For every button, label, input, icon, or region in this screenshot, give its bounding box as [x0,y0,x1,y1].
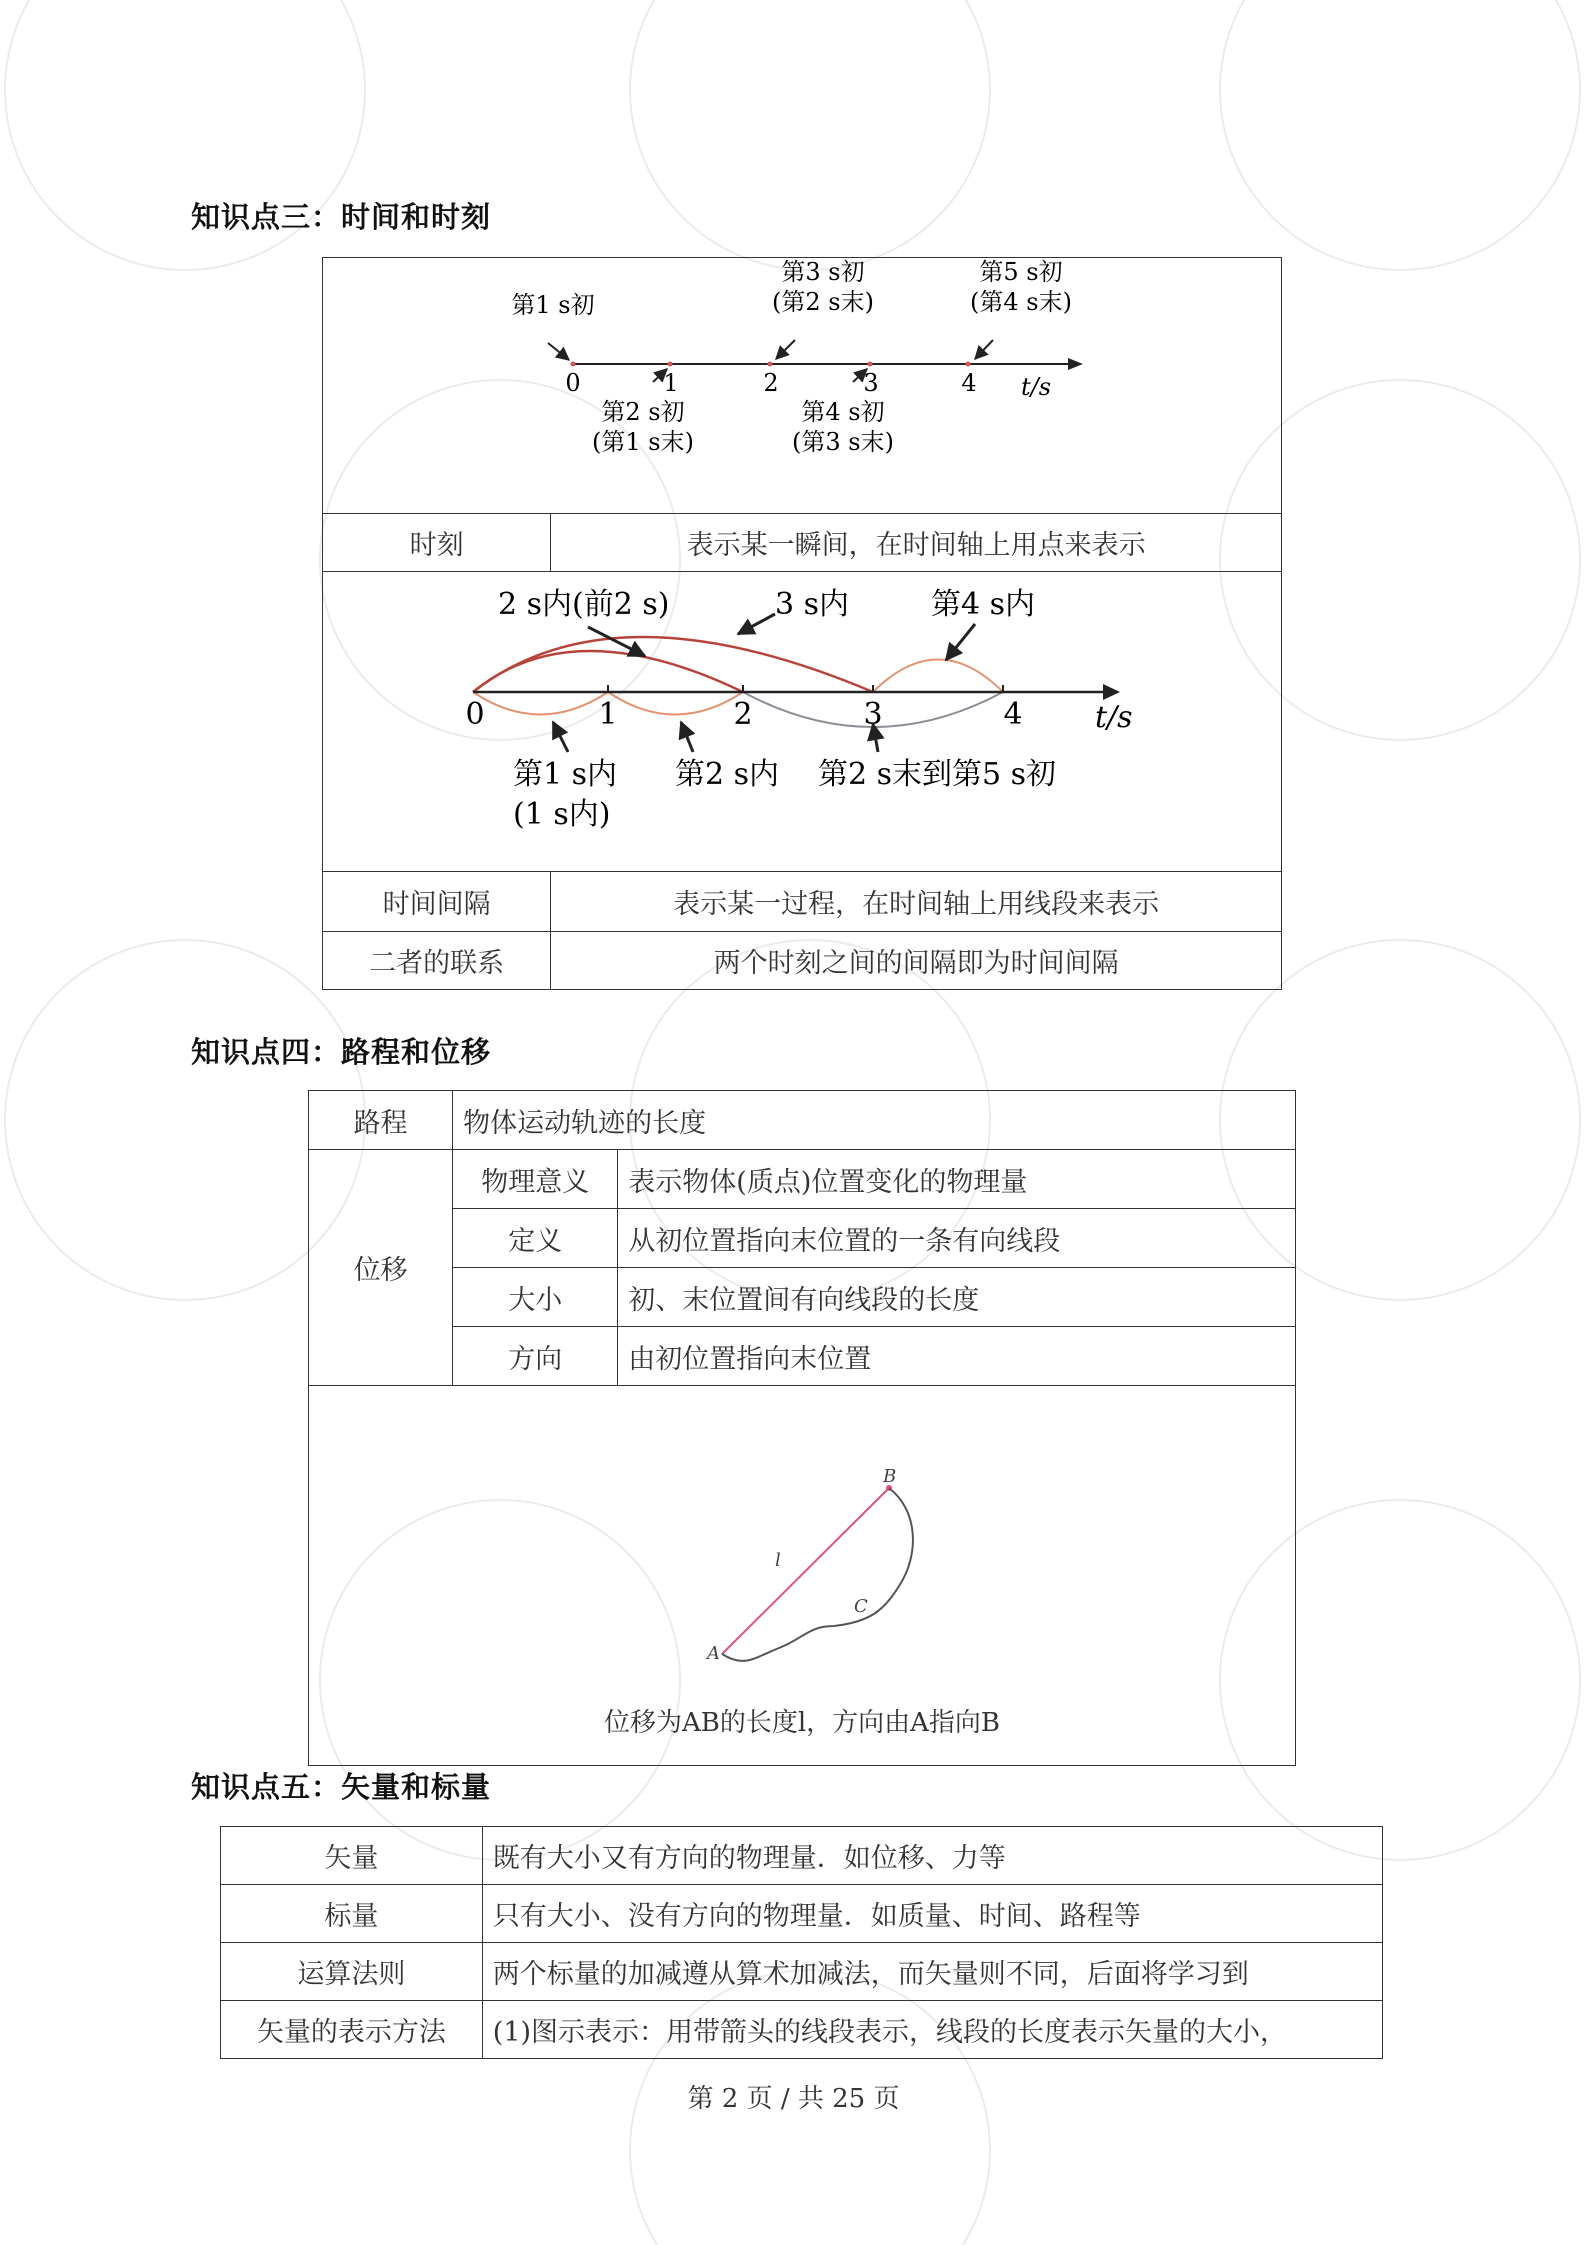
moment-label-0: 第1 s初 [511,291,595,319]
disp-key-meaning: 物理意义 [453,1150,618,1209]
disp-key-direction: 方向 [453,1327,618,1386]
interval-arrow-4th-s [946,624,975,660]
displacement-figure [309,1386,1295,1758]
arc-4th-s [873,660,1003,693]
moment-label-4b: (第4 s末) [970,288,1072,316]
disp-val-meaning: 表示物体(质点)位置变化的物理量 [618,1150,1296,1209]
interval-tick-3: 3 [863,697,883,732]
moment-axis-arrowhead [1068,358,1083,370]
path-name-cell: 路程 [309,1091,453,1150]
moment-tick-1: 1 [663,369,679,397]
interval-figure-cell [323,572,1282,872]
interval-desc-cell: 表示某一过程，在时间轴上用线段来表示 [551,872,1282,932]
curve-c-label: C [854,1596,868,1617]
interval-timeline-figure [323,572,1281,864]
vector-representation-name-cell: 矢量的表示方法 [221,2001,483,2059]
operation-rule-name-cell: 运算法则 [221,1943,483,2001]
section-heading-path: 知识点四：路程和位移 [191,1035,492,1069]
vector-desc-cell: 既有大小又有方向的物理量．如位移、力等 [482,1827,1382,1885]
disp-val-magnitude: 初、末位置间有向线段的长度 [618,1268,1296,1327]
interval-tick-2: 2 [733,697,753,732]
moment-axis-label: t/s [1021,373,1052,401]
moment-arrow-4 [975,340,993,359]
interval-tick-0: 0 [465,697,485,732]
vector-scalar-table [220,1826,1383,2059]
moment-label-1a: 第2 s初 [601,398,685,426]
interval-label-4th-s: 第4 s内 [931,587,1036,622]
interval-label-1st-s: 第1 s内 [513,757,618,792]
moment-label-3a: 第4 s初 [801,398,885,426]
interval-axis-arrowhead [1103,684,1120,700]
path-desc-cell: 物体运动轨迹的长度 [453,1091,1296,1150]
displacement-figure-cell [309,1386,1296,1766]
displacement-caption: 位移为AB的长度l，方向由A指向B [603,1708,1001,1738]
page-footer: 第 2 页 / 共 25 页 [687,2084,900,2114]
arc-2nd-s [608,692,743,715]
disp-key-definition: 定义 [453,1209,618,1268]
section-heading-time: 知识点三：时间和时刻 [191,200,492,234]
moment-name-cell: 时刻 [323,514,551,572]
segment-l-label: l [775,1550,781,1571]
moment-tick-3: 3 [863,369,879,397]
interval-arrow-2nd-s [681,722,693,752]
relation-desc-cell: 两个时刻之间的间隔即为时间间隔 [551,932,1282,990]
moment-desc-cell: 表示某一瞬间，在时间轴上用点来表示 [551,514,1282,572]
interval-axis-label: t/s [1095,700,1133,735]
displacement-name-cell: 位移 [309,1150,453,1386]
interval-name-cell: 时间间隔 [323,872,551,932]
relation-name-cell: 二者的联系 [323,932,551,990]
interval-arrow-1st-s [553,722,568,752]
scalar-name-cell: 标量 [221,1885,483,1943]
displacement-segment-l [722,1488,889,1654]
interval-label-2s-end-to-5s-start: 第2 s末到第5 s初 [818,757,1057,792]
moment-arrow-0 [548,343,569,360]
moment-tick-0: 0 [565,369,581,397]
moment-label-2a: 第3 s初 [781,258,865,286]
interval-label-2nd-s: 第2 s内 [675,757,780,792]
moment-label-3b: (第3 s末) [792,428,894,456]
time-moment-table [322,257,1282,990]
disp-val-definition: 从初位置指向末位置的一条有向线段 [618,1209,1296,1268]
moment-tick-4: 4 [961,369,977,397]
interval-arrow-3s [738,614,775,634]
moment-figure-cell [323,258,1282,514]
moment-arrow-2 [776,340,795,359]
interval-tick-4: 4 [1003,697,1023,732]
section-heading-vector: 知识点五：矢量和标量 [191,1770,492,1804]
vector-representation-desc-cell: (1)图示表示：用带箭头的线段表示，线段的长度表示矢量的大小， [482,2001,1382,2059]
point-a-label: A [707,1643,720,1664]
vector-name-cell: 矢量 [221,1827,483,1885]
interval-label-first-2s: 2 s内(前2 s) [498,587,670,622]
moment-label-4a: 第5 s初 [979,258,1063,286]
point-b-label: B [883,1466,897,1487]
moment-timeline-figure [323,258,1281,506]
disp-val-direction: 由初位置指向末位置 [618,1327,1296,1386]
interval-label-3s: 3 s内 [775,587,850,622]
interval-label-1s: (1 s内) [513,797,611,832]
disp-key-magnitude: 大小 [453,1268,618,1327]
path-displacement-table [308,1090,1296,1766]
interval-tick-1: 1 [598,697,618,732]
arc-1st-s [473,692,608,715]
operation-rule-desc-cell: 两个标量的加减遵从算术加减法，而矢量则不同，后面将学习到 [482,1943,1382,2001]
moment-label-1b: (第1 s末) [592,428,694,456]
scalar-desc-cell: 只有大小、没有方向的物理量．如质量、时间、路程等 [482,1885,1382,1943]
trajectory-curve-c [722,1488,913,1661]
moment-label-2b: (第2 s末) [772,288,874,316]
moment-tick-2: 2 [763,369,779,397]
